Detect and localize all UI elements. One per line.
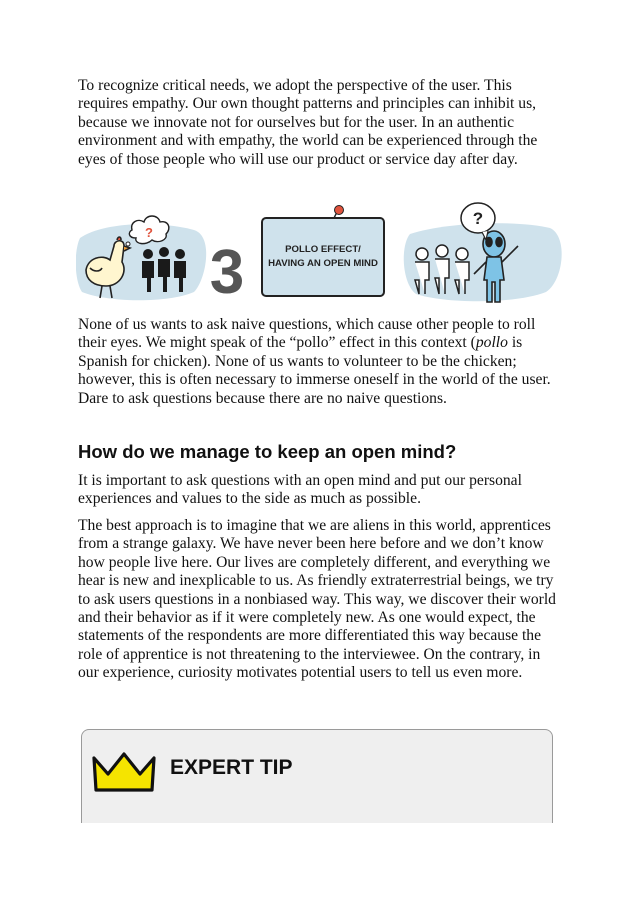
svg-text:?: ? (145, 225, 153, 240)
pollo-italic-word: pollo (475, 334, 508, 352)
paragraph-open-mind: It is important to ask questions with an open mind and put our personal experiences and values to the side as much as possible. (78, 472, 522, 508)
page-bottom-margin (0, 823, 636, 900)
svg-text:?: ? (472, 209, 484, 228)
step-number: 3 (209, 238, 245, 307)
pollo-effect-sign (262, 206, 384, 297)
crowd-silhouette-icon (142, 247, 186, 292)
pollo-text-a: None of us wants to ask naive questions, which cause other people to roll their eyes. We might speak of the “pollo” effect in this context ( (78, 316, 536, 352)
expert-tip-title: EXPERT TIP (170, 756, 293, 779)
crown-icon (88, 746, 160, 798)
svg-text:HAVING AN OPEN MIND: HAVING AN OPEN MIND (268, 258, 378, 269)
paragraph-intro: To recognize critical needs, we adopt the perspective of the user. This requires empathy. Our own thought patterns and principles can inhibit us, because we innovate not for ourselves but for the user. In an authentic environment and with empathy, the world can be experienced through the eyes of those people who will use our product or service day after day. (78, 77, 538, 168)
pollo-effect-illustration (76, 200, 562, 310)
svg-text:POLLO EFFECT/: POLLO EFFECT/ (285, 244, 361, 255)
section-heading: How do we manage to keep an open mind? (78, 441, 457, 462)
pollo-text-b: is Spanish for chicken). None of us wants to volunteer to be the chicken; however, this is often necessary to immerse oneself in the world of the user. Dare to ask questions because there are no naive questions. (78, 334, 551, 407)
paragraph-aliens: The best approach is to imagine that we are aliens in this world, apprentices from a strange galaxy. We have never been here before and we don’t know how people live here. Our lives are completely different, and everything we hear is new and inexplicable to us. As friendly extraterrestrial beings, we try to ask users questions in a nonbiased way. This way, we discover their world and their behavior as if it were completely new. As one would expect, the statements of the respondents are more differentiated this way because the role of apprentice is not threatening to the interviewee. On the contrary, in our experience, curiosity motivates potential users to tell us even more. (78, 517, 556, 682)
paragraph-pollo-effect (78, 316, 562, 408)
pin-icon (335, 206, 344, 215)
